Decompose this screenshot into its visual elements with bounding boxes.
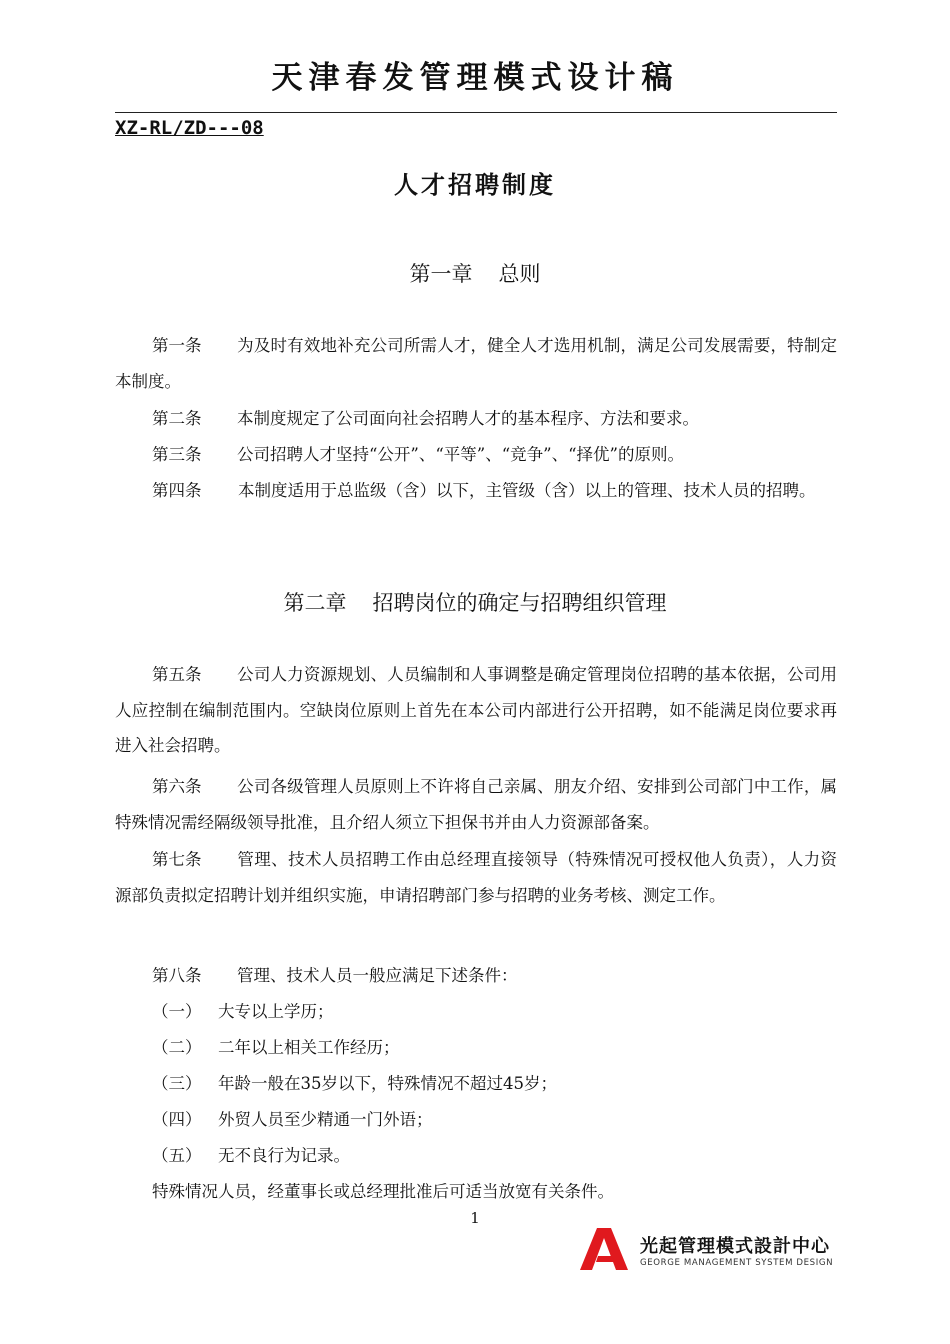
- article-label: 第五条: [152, 665, 202, 684]
- condition-text: 无不良行为记录。: [218, 1146, 350, 1165]
- article-text: 公司各级管理人员原则上不许将自己亲属、朋友介绍、安排到公司部门中工作，属特殊情况需经隔级领导批准，且介绍人须立下担保书并由人力资源部备案。: [115, 777, 837, 832]
- logo-a-icon: [580, 1228, 628, 1270]
- chapter-2-heading: [0, 587, 950, 617]
- logo-name-cn: 光起管理模式設計中心: [640, 1236, 830, 1257]
- page-number: 1: [470, 1209, 480, 1227]
- article-text: 管理、技术人员招聘工作由总经理直接领导（特殊情况可授权他人负责），人力资源部负责拟定招聘计划并组织实施，申请招聘部门参与招聘的业务考核、测定工作。: [115, 850, 837, 905]
- article-text: 本制度规定了公司面向社会招聘人才的基本程序、方法和要求。: [237, 409, 699, 428]
- article-text: 管理、技术人员一般应满足下述条件：: [237, 966, 518, 985]
- chapter-1-heading: [0, 258, 950, 288]
- chapter-2-label: 第二章: [283, 591, 347, 615]
- article-text: 公司人力资源规划、人员编制和人事调整是确定管理岗位招聘的基本依据，公司用人应控制在编制范围内。空缺岗位原则上首先在本公司内部进行公开招聘，如不能满足岗位要求再进入社会招聘。: [115, 665, 837, 755]
- article-label: 第八条: [152, 966, 202, 985]
- condition-number: （五）: [152, 1146, 202, 1165]
- article-label: 第一条: [152, 336, 202, 355]
- condition-text: 年龄一般在35岁以下，特殊情况不超过45岁；: [218, 1074, 557, 1093]
- condition-number: （一）: [152, 1002, 202, 1021]
- article-label: 第二条: [152, 409, 202, 428]
- condition-number: （三）: [152, 1074, 202, 1093]
- article-text: 本制度适用于总监级（含）以下，主管级（含）以上的管理、技术人员的招聘。: [238, 481, 816, 500]
- article-label: 第六条: [152, 777, 202, 796]
- chapter-1-name: 总则: [498, 262, 541, 286]
- article-8: [115, 958, 837, 994]
- condition-item: [152, 1102, 433, 1137]
- note-text: 特殊情况人员，经董事长或总经理批准后可适当放宽有关条件。: [152, 1182, 614, 1201]
- condition-text: 大专以上学历；: [218, 1002, 334, 1021]
- article-6: [115, 769, 837, 840]
- article-label: 第三条: [152, 445, 202, 464]
- document-title: 人才招聘制度: [394, 171, 556, 199]
- article-label: 第四条: [152, 481, 202, 500]
- article-1: [115, 328, 837, 399]
- chapter-2-name: 招聘岗位的确定与招聘组织管理: [372, 591, 667, 615]
- condition-item: [152, 994, 334, 1029]
- condition-text: 外贸人员至少精通一门外语；: [218, 1110, 433, 1129]
- chapter-1-label: 第一章: [409, 262, 473, 286]
- logo-name-en: GEORGE MANAGEMENT SYSTEM DESIGN: [640, 1258, 834, 1268]
- header-rule: [115, 112, 837, 113]
- condition-number: （二）: [152, 1038, 202, 1057]
- article-3: [115, 437, 837, 473]
- article-5: [115, 657, 837, 764]
- condition-text: 二年以上相关工作经历；: [218, 1038, 400, 1057]
- article-label: 第七条: [152, 850, 202, 869]
- article-4: [152, 473, 837, 509]
- article-text: 为及时有效地补充公司所需人才，健全人才选用机制，满足公司发展需要，特制定本制度。: [115, 336, 837, 391]
- header-title: 天津春发管理模式设计稿: [271, 60, 679, 96]
- article-text: 公司招聘人才坚持“公开”、“平等”、“竞争”、“择优”的原则。: [237, 445, 684, 464]
- condition-item: [152, 1030, 400, 1065]
- document-code: XZ-RL/ZD---08: [115, 117, 264, 139]
- condition-item: [152, 1138, 350, 1173]
- article-7: [115, 842, 837, 913]
- special-case-note: [115, 1174, 837, 1210]
- condition-item: [152, 1066, 557, 1101]
- article-2: [115, 401, 837, 437]
- condition-number: （四）: [152, 1110, 202, 1129]
